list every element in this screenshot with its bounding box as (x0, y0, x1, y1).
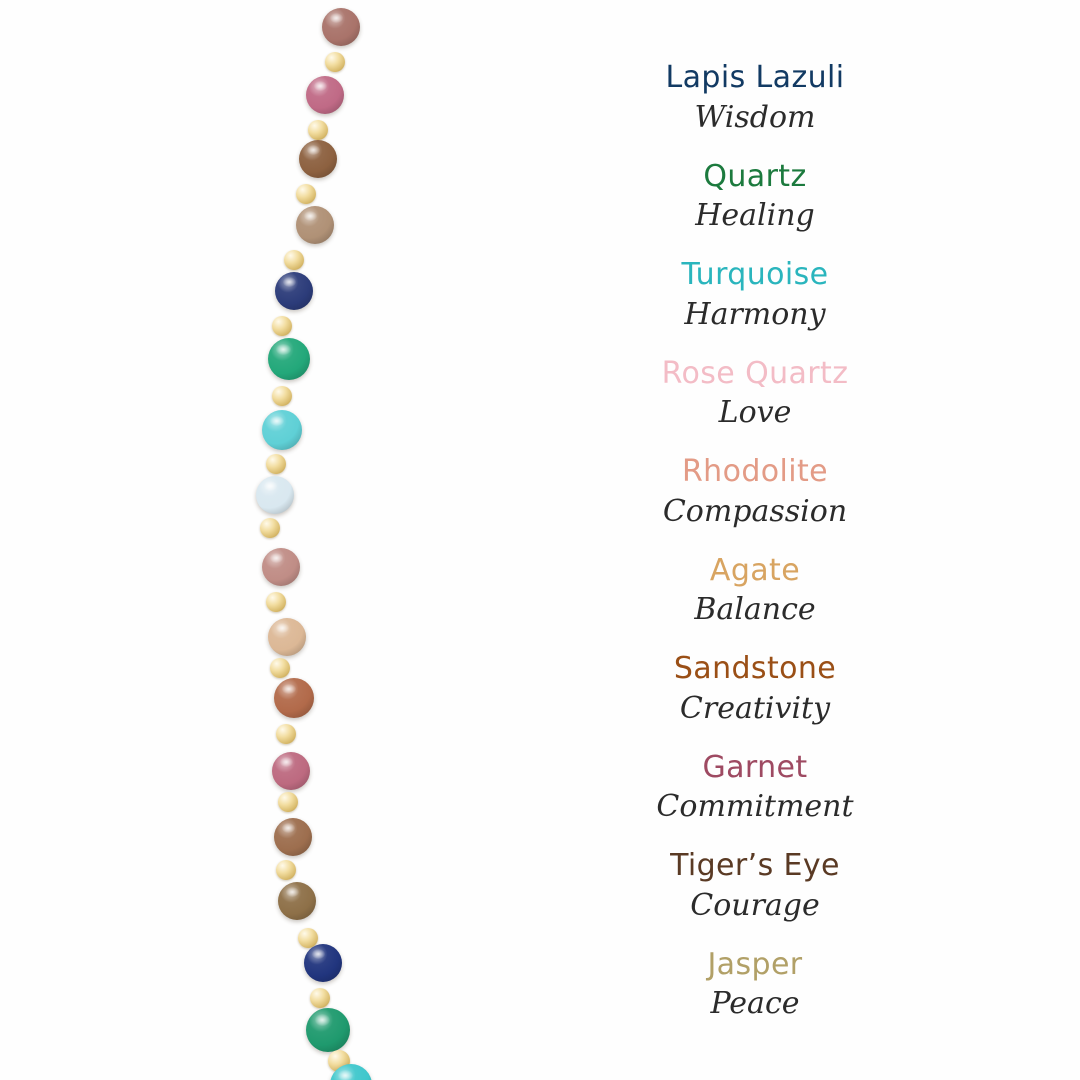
bead-highlight (286, 887, 299, 897)
stone-entry (430, 653, 1080, 725)
stone-entry (430, 158, 1080, 233)
bead-highlight (283, 277, 296, 287)
stone-meaning: Commitment (656, 789, 854, 824)
stone-meaning: Wisdom (694, 99, 816, 135)
stone-name: Tiger’s Eye (670, 848, 840, 883)
stone-meaning: Creativity (679, 690, 831, 726)
gold-spacer-bead (284, 250, 304, 270)
gold-spacer-bead (272, 386, 292, 406)
gemstone-bead (268, 338, 310, 380)
stone-name: Turquoise (681, 257, 829, 292)
gemstone-bead (278, 882, 316, 920)
gold-spacer-bead (270, 658, 290, 678)
stone-entry (430, 552, 1080, 627)
stone-meaning: Healing (695, 198, 815, 233)
stone-meaning: Courage (690, 887, 820, 923)
stone-meaning: Peace (710, 986, 800, 1021)
stone-meaning: Compassion (662, 493, 848, 529)
stone-entry (430, 355, 1080, 430)
gemstone-bead (304, 944, 342, 982)
gemstone-bead (322, 8, 360, 46)
bead-highlight (315, 1014, 330, 1025)
gold-spacer-bead (278, 792, 298, 812)
stone-entry (430, 62, 1080, 134)
stone-entry (430, 749, 1080, 824)
gemstone-bead (262, 410, 302, 450)
stone-name: Garnet (702, 749, 808, 785)
gold-spacer-bead (308, 120, 328, 140)
gold-spacer-bead (276, 724, 296, 744)
gemstone-bead (268, 618, 306, 656)
gold-spacer-bead (310, 988, 330, 1008)
bead-highlight (270, 553, 283, 563)
gemstone-bead (272, 752, 310, 790)
bead-highlight (282, 684, 296, 694)
gemstone-bead (306, 1008, 350, 1052)
stone-name: Quartz (703, 158, 807, 194)
gold-spacer-bead (296, 184, 316, 204)
gemstone-bead (299, 140, 337, 178)
beaded-gemstone-strand (0, 0, 430, 1080)
stone-entry (430, 946, 1080, 1021)
gemstone-bead (256, 476, 294, 514)
bead-highlight (338, 1070, 352, 1080)
gold-spacer-bead (272, 316, 292, 336)
gemstone-bead (275, 272, 313, 310)
stone-name: Lapis Lazuli (665, 60, 845, 95)
gemstone-bead (262, 548, 300, 586)
bead-highlight (307, 145, 320, 155)
stone-name: Rhodolite (681, 454, 829, 489)
gold-spacer-bead (266, 592, 286, 612)
bead-highlight (276, 623, 289, 633)
bead-highlight (312, 949, 325, 959)
stone-name: Agate (709, 552, 801, 588)
gemstone-bead (306, 76, 344, 114)
stone-entry (430, 850, 1080, 922)
bead-highlight (304, 211, 317, 221)
gold-spacer-bead (325, 52, 345, 72)
stone-name: Jasper (707, 946, 803, 982)
stone-entry (430, 456, 1080, 528)
gemstone-bead (274, 818, 312, 856)
stone-entry (430, 259, 1080, 331)
stone-meaning: Harmony (684, 296, 826, 332)
stone-meaning: Love (718, 395, 792, 430)
gold-spacer-bead (260, 518, 280, 538)
bead-highlight (330, 13, 343, 23)
stone-name: Rose Quartz (661, 355, 849, 391)
bead-highlight (280, 757, 293, 767)
bead-highlight (276, 344, 290, 355)
bead-highlight (264, 481, 277, 491)
stone-meaning-list (430, 0, 1080, 1080)
gemstone-bead (296, 206, 334, 244)
stone-name: Sandstone (673, 651, 837, 686)
stone-meaning: Balance (694, 592, 816, 627)
bead-highlight (314, 81, 327, 91)
bead-highlight (270, 416, 284, 426)
gemstone-bead (274, 678, 314, 718)
gold-spacer-bead (276, 860, 296, 880)
bead-highlight (282, 823, 295, 833)
gold-spacer-bead (266, 454, 286, 474)
